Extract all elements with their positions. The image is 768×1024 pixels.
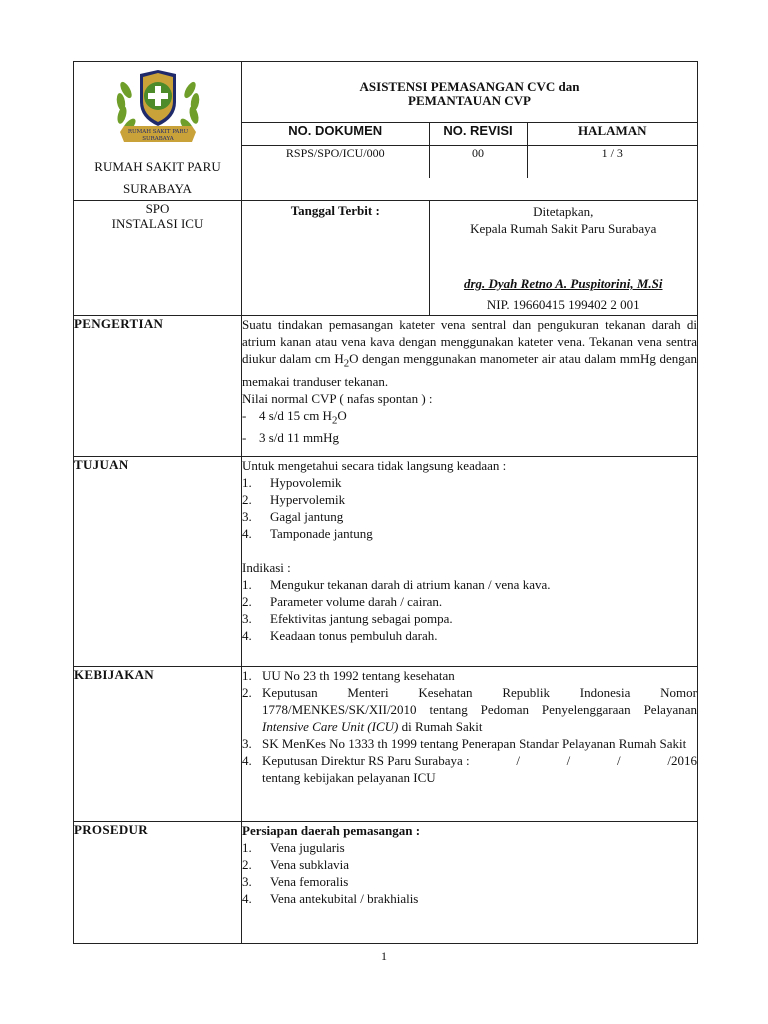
list-item: 1. Vena jugularis bbox=[242, 840, 345, 855]
list-item: 3. Vena femoralis bbox=[242, 874, 349, 889]
prosedur-heading: Persiapan daerah pemasangan : bbox=[242, 823, 421, 838]
kepala-text: Kepala Rumah Sakit Paru Surabaya bbox=[470, 221, 657, 236]
signer-name: drg. Dyah Retno A. Puspitorini, M.Si bbox=[463, 276, 663, 291]
pengertian-text-2: O dengan menggunakan manometer air atau dalam mmHg dengan memakai tranduser tekanan. bbox=[242, 351, 697, 389]
spo-label: SPO bbox=[145, 201, 170, 216]
kebijakan-row bbox=[74, 667, 698, 822]
tujuan-item-3: Gagal jantung bbox=[270, 509, 344, 524]
instalasi-label: INSTALASI ICU bbox=[111, 216, 204, 231]
document-title-line2: PEMANTAUAN CVP bbox=[408, 93, 531, 108]
list-item: 2. Parameter volume darah / cairan. bbox=[242, 594, 443, 609]
no-revisi-value: 00 bbox=[429, 146, 527, 179]
indikasi-list bbox=[242, 576, 697, 644]
list-item: 3. Gagal jantung bbox=[242, 509, 344, 524]
tujuan-content bbox=[242, 457, 698, 667]
list-item: 1. UU No 23 th 1992 tentang kesehatan bbox=[242, 668, 455, 683]
kebijakan-item-1: UU No 23 th 1992 tentang kesehatan bbox=[262, 668, 455, 683]
hospital-name bbox=[74, 156, 241, 200]
dash-marker: - bbox=[242, 407, 247, 423]
logo-text-line1: RUMAH SAKIT PARU bbox=[127, 129, 188, 135]
list-item: 2. Vena subklavia bbox=[242, 857, 350, 872]
pengertian-paragraph bbox=[242, 316, 697, 390]
tujuan-item-4: Tamponade jantung bbox=[270, 526, 373, 541]
kebijakan-item-2 bbox=[262, 684, 697, 735]
list-item: 1. Hypovolemik bbox=[242, 475, 342, 490]
list-item: 4. Keadaan tonus pembuluh darah. bbox=[242, 628, 438, 643]
spo-row bbox=[74, 201, 698, 316]
list-item: 3. Efektivitas jantung sebagai pompa. bbox=[242, 611, 453, 626]
penetapan-block bbox=[429, 201, 697, 315]
indikasi-item-2: Parameter volume darah / cairan. bbox=[270, 594, 443, 609]
indikasi-label: Indikasi : bbox=[242, 560, 291, 575]
document-info-table bbox=[242, 122, 697, 178]
icu-italic-text: Intensive Care Unit (ICU) bbox=[262, 719, 399, 734]
pengertian-label: PENGERTIAN bbox=[74, 316, 242, 457]
hospital-name-line2: SURABAYA bbox=[123, 181, 192, 196]
pengertian-content bbox=[242, 316, 698, 457]
prosedur-item-3: Vena femoralis bbox=[270, 874, 349, 889]
document-title-line1: ASISTENSI PEMASANGAN CVC dan bbox=[359, 79, 580, 94]
prosedur-item-2: Vena subklavia bbox=[270, 857, 350, 872]
prosedur-item-4: Vena antekubital / brakhialis bbox=[270, 891, 419, 906]
prosedur-label: PROSEDUR bbox=[74, 822, 242, 944]
no-revisi-label: NO. REVISI bbox=[429, 123, 527, 146]
dash-marker: - bbox=[242, 430, 247, 446]
kebijakan-item-3: SK MenKes No 1333 th 1999 tentang Penerapan Standar Pelayanan Rumah Sakit bbox=[262, 736, 687, 751]
nilai-normal-text: Nilai normal CVP ( nafas spontan ) : bbox=[242, 390, 433, 406]
prosedur-content bbox=[242, 822, 698, 944]
list-item: 2. Hypervolemik bbox=[242, 492, 346, 507]
list-item: 2. Keputusan Menteri Kesehatan Republik Indonesia Nomor 1778/MENKES/SK/XII/2010 tentang Pedoman Penyelenggaraan Pelayanan Intensive Care Unit (ICU) di Rumah Sakit bbox=[242, 685, 697, 734]
list-item: 4. Vena antekubital / brakhialis bbox=[242, 891, 419, 906]
tujuan-item-2: Hypervolemik bbox=[270, 492, 346, 507]
indikasi-item-1: Mengukur tekanan darah di atrium kanan / vena kava. bbox=[270, 577, 551, 592]
header-row bbox=[74, 62, 698, 201]
prosedur-list bbox=[242, 839, 697, 907]
kebijakan-item-4-line2: tentang kebijakan pelayanan ICU bbox=[262, 770, 436, 785]
list-item: 4. Keputusan Direktur RS Paru Surabaya : / / / /2016 tentang kebijakan pelayanan ICU bbox=[242, 753, 697, 785]
indikasi-item-3: Efektivitas jantung sebagai pompa. bbox=[270, 611, 453, 626]
date-slash: / bbox=[566, 753, 571, 768]
ditetapkan-text: Ditetapkan, bbox=[533, 204, 594, 219]
spo-right-cell bbox=[242, 201, 698, 316]
date-year: /2016 bbox=[667, 753, 697, 768]
nilai-1-rest: O bbox=[337, 407, 347, 423]
tanggal-terbit-label: Tanggal Terbit : bbox=[242, 201, 429, 315]
list-item: 4. Tamponade jantung bbox=[242, 526, 373, 541]
pengertian-row bbox=[74, 316, 698, 457]
no-dokumen-label: NO. DOKUMEN bbox=[242, 123, 429, 146]
kebijakan-list bbox=[242, 667, 697, 786]
kebijakan-item-2-text: Keputusan Menteri Kesehatan Republik Indonesia Nomor 1778/MENKES/SK/XII/2010 tentang Pedoman Penyelenggaraan Pelayanan bbox=[262, 685, 697, 717]
list-item: 1. Mengukur tekanan darah di atrium kanan / vena kava. bbox=[242, 577, 551, 592]
date-slash: / bbox=[516, 753, 520, 768]
kebijakan-item-4 bbox=[262, 752, 697, 786]
prosedur-row bbox=[74, 822, 698, 944]
tujuan-row bbox=[74, 457, 698, 667]
kebijakan-label: KEBIJAKAN bbox=[74, 667, 242, 822]
tujuan-list bbox=[242, 474, 697, 542]
keputusan-direktur-text: Keputusan Direktur RS Paru Surabaya : bbox=[262, 753, 470, 768]
list-item: 3. SK MenKes No 1333 th 1999 tentang Penerapan Standar Pelayanan Rumah Sakit bbox=[242, 736, 687, 751]
tujuan-item-1: Hypovolemik bbox=[270, 475, 342, 490]
prosedur-item-1: Vena jugularis bbox=[270, 840, 345, 855]
hospital-name-line1: RUMAH SAKIT PARU bbox=[94, 159, 221, 174]
spo-inner-table bbox=[242, 201, 697, 315]
h2o-subscript: 2 bbox=[343, 357, 350, 370]
nilai-1-text: 4 s/d 15 cm H bbox=[259, 407, 332, 423]
indikasi-item-4: Keadaan tonus pembuluh darah. bbox=[270, 628, 438, 643]
page-number: 1 bbox=[381, 949, 387, 963]
logo-text-line2: SURABAYA bbox=[141, 136, 174, 142]
hospital-logo-icon bbox=[110, 68, 206, 148]
halaman-value: 1 / 3 bbox=[527, 146, 697, 179]
spo-cell bbox=[74, 201, 242, 316]
header-right-cell bbox=[242, 62, 698, 201]
list-item bbox=[242, 429, 697, 446]
pengertian-text-1: Suatu tindakan pemasangan kateter vena sentral dan pengukuran tekanan darah di atrium kanan atau vena kava dengan menggunakan kateter vena. Tekanan vena sentra diukur dalam cm H bbox=[242, 317, 697, 366]
list-item bbox=[242, 407, 697, 430]
nip-text: NIP. 19660415 199402 2 001 bbox=[486, 297, 640, 312]
document-title bbox=[242, 62, 697, 122]
tujuan-label: TUJUAN bbox=[74, 457, 242, 667]
halaman-label: HALAMAN bbox=[527, 123, 697, 146]
kebijakan-content bbox=[242, 667, 698, 822]
spo-table bbox=[73, 61, 698, 944]
kebijakan-item-2-rest: di Rumah Sakit bbox=[398, 719, 483, 734]
no-dokumen-value: RSPS/SPO/ICU/000 bbox=[242, 146, 429, 179]
kebijakan-item-4-line1 bbox=[262, 752, 697, 769]
hospital-logo bbox=[110, 68, 206, 148]
h2o-subscript: 2 bbox=[331, 414, 338, 427]
nilai-2-text: 3 s/d 11 mmHg bbox=[259, 430, 340, 446]
nilai-normal-list bbox=[242, 407, 697, 447]
hospital-cell bbox=[74, 62, 242, 201]
date-slash: / bbox=[617, 753, 621, 768]
tujuan-intro: Untuk mengetahui secara tidak langsung keadaan : bbox=[242, 458, 507, 473]
